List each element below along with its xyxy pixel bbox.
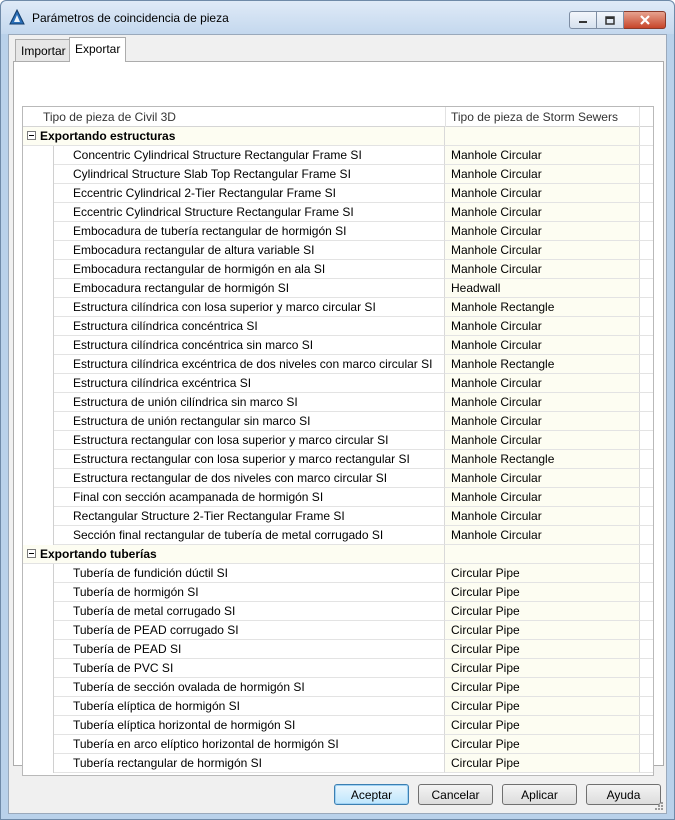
civil3d-part-cell: Final con sección acampanada de hormigón SI <box>53 488 445 507</box>
group-label: Exportando tuberías <box>40 547 157 561</box>
civil3d-part-cell: Tubería de sección ovalada de hormigón SI <box>53 678 445 697</box>
table-row[interactable] <box>23 317 653 336</box>
civil3d-part-cell: Estructura rectangular con losa superior y marco rectangular SI <box>53 450 445 469</box>
extra-cell <box>639 564 653 583</box>
civil3d-part-cell: Estructura rectangular con losa superior y marco circular SI <box>53 431 445 450</box>
table-row[interactable] <box>23 678 653 697</box>
storm-sewers-type-cell[interactable]: Manhole Circular <box>445 412 639 431</box>
civil3d-part-cell: Tubería de hormigón SI <box>53 583 445 602</box>
storm-sewers-type-cell[interactable]: Manhole Circular <box>445 374 639 393</box>
civil3d-part-cell: Tubería elíptica horizontal de hormigón SI <box>53 716 445 735</box>
close-icon <box>639 15 651 25</box>
extra-cell <box>639 526 653 545</box>
collapse-icon[interactable] <box>27 131 36 140</box>
table-row[interactable] <box>23 146 653 165</box>
extra-cell <box>639 393 653 412</box>
storm-sewers-type-cell[interactable]: Manhole Circular <box>445 336 639 355</box>
civil3d-part-cell: Eccentric Cylindrical 2-Tier Rectangular Frame SI <box>53 184 445 203</box>
group-type-cell <box>445 127 639 146</box>
table-row[interactable] <box>23 659 653 678</box>
group-extra-cell <box>639 127 653 146</box>
table-row[interactable] <box>23 754 653 773</box>
storm-sewers-type-cell[interactable]: Manhole Circular <box>445 260 639 279</box>
storm-sewers-type-cell[interactable]: Manhole Circular <box>445 469 639 488</box>
civil3d-part-cell: Embocadura rectangular de altura variable SI <box>53 241 445 260</box>
table-row[interactable] <box>23 241 653 260</box>
group-cell <box>23 127 445 146</box>
storm-sewers-type-cell[interactable]: Circular Pipe <box>445 602 639 621</box>
civil3d-part-cell: Tubería rectangular de hormigón SI <box>53 754 445 773</box>
group-cell <box>23 545 445 564</box>
maximize-icon <box>605 16 615 25</box>
close-button[interactable] <box>624 11 666 29</box>
civil3d-part-cell: Tubería de PVC SI <box>53 659 445 678</box>
tab-importar[interactable]: Importar <box>15 39 72 61</box>
table-row[interactable] <box>23 260 653 279</box>
help-button[interactable]: Ayuda <box>586 784 661 805</box>
extra-cell <box>639 203 653 222</box>
extra-cell <box>639 374 653 393</box>
table-row[interactable] <box>23 412 653 431</box>
table-row[interactable] <box>23 697 653 716</box>
extra-cell <box>639 260 653 279</box>
table-row[interactable] <box>23 526 653 545</box>
extra-cell <box>639 488 653 507</box>
storm-sewers-type-cell[interactable]: Manhole Circular <box>445 165 639 184</box>
tree-indent-line <box>53 146 54 545</box>
extra-cell <box>639 659 653 678</box>
storm-sewers-type-cell[interactable]: Manhole Circular <box>445 431 639 450</box>
table-row[interactable] <box>23 602 653 621</box>
civil3d-part-cell: Sección final rectangular de tubería de metal corrugado SI <box>53 526 445 545</box>
table-row[interactable] <box>23 298 653 317</box>
civil3d-part-cell: Cylindrical Structure Slab Top Rectangular Frame SI <box>53 165 445 184</box>
extra-cell <box>639 279 653 298</box>
storm-sewers-type-cell[interactable]: Headwall <box>445 279 639 298</box>
extra-cell <box>639 165 653 184</box>
table-row[interactable] <box>23 393 653 412</box>
table-row[interactable] <box>23 355 653 374</box>
storm-sewers-type-cell[interactable]: Manhole Rectangle <box>445 450 639 469</box>
group-row[interactable] <box>23 127 653 146</box>
apply-button[interactable]: Aplicar <box>502 784 577 805</box>
extra-cell <box>639 640 653 659</box>
extra-cell <box>639 583 653 602</box>
minimize-icon <box>578 16 588 24</box>
civil3d-part-cell: Estructura cilíndrica concéntrica sin marco SI <box>53 336 445 355</box>
maximize-button[interactable] <box>597 11 624 29</box>
table-row[interactable] <box>23 279 653 298</box>
dialog-client-area <box>8 34 667 814</box>
table-row[interactable] <box>23 564 653 583</box>
extra-cell <box>639 754 653 773</box>
storm-sewers-type-cell[interactable]: Manhole Circular <box>445 203 639 222</box>
table-row[interactable] <box>23 583 653 602</box>
table-row[interactable] <box>23 469 653 488</box>
table-row[interactable] <box>23 716 653 735</box>
civil3d-part-cell: Estructura de unión cilíndrica sin marco SI <box>53 393 445 412</box>
extra-cell <box>639 697 653 716</box>
storm-sewers-type-cell[interactable]: Manhole Circular <box>445 184 639 203</box>
civil3d-part-cell: Tubería de PEAD SI <box>53 640 445 659</box>
civil3d-part-cell: Embocadura de tubería rectangular de hormigón SI <box>53 222 445 241</box>
extra-cell <box>639 507 653 526</box>
extra-cell <box>639 602 653 621</box>
extra-cell <box>639 184 653 203</box>
storm-sewers-type-cell[interactable]: Manhole Circular <box>445 222 639 241</box>
window-title: Parámetros de coincidencia de pieza <box>32 11 229 25</box>
extra-cell <box>639 355 653 374</box>
storm-sewers-type-cell[interactable]: Circular Pipe <box>445 621 639 640</box>
storm-sewers-type-cell[interactable]: Circular Pipe <box>445 735 639 754</box>
storm-sewers-type-cell[interactable]: Circular Pipe <box>445 659 639 678</box>
storm-sewers-type-cell[interactable]: Manhole Circular <box>445 526 639 545</box>
table-row[interactable] <box>23 735 653 754</box>
civil3d-part-cell: Tubería elíptica de hormigón SI <box>53 697 445 716</box>
civil3d-part-cell: Estructura rectangular de dos niveles con marco circular SI <box>53 469 445 488</box>
column-header-storm-sewers-part[interactable]: Tipo de pieza de Storm Sewers <box>451 110 618 124</box>
civil3d-part-cell: Estructura de unión rectangular sin marco SI <box>53 412 445 431</box>
table-row[interactable] <box>23 488 653 507</box>
table-row[interactable] <box>23 450 653 469</box>
storm-sewers-type-cell[interactable]: Manhole Circular <box>445 507 639 526</box>
minimize-button[interactable] <box>569 11 597 29</box>
civil3d-part-cell: Tubería de fundición dúctil SI <box>53 564 445 583</box>
storm-sewers-type-cell[interactable]: Circular Pipe <box>445 716 639 735</box>
extra-cell <box>639 678 653 697</box>
table-row[interactable] <box>23 222 653 241</box>
storm-sewers-type-cell[interactable]: Circular Pipe <box>445 583 639 602</box>
title-bar[interactable] <box>1 1 674 34</box>
table-row[interactable] <box>23 507 653 526</box>
group-type-cell <box>445 545 639 564</box>
storm-sewers-type-cell[interactable]: Manhole Circular <box>445 317 639 336</box>
extra-cell <box>639 241 653 260</box>
table-row[interactable] <box>23 640 653 659</box>
table-row[interactable] <box>23 184 653 203</box>
extra-cell <box>639 621 653 640</box>
storm-sewers-type-cell[interactable]: Manhole Circular <box>445 241 639 260</box>
extra-cell <box>639 431 653 450</box>
collapse-icon[interactable] <box>27 549 36 558</box>
storm-sewers-type-cell[interactable]: Manhole Circular <box>445 488 639 507</box>
table-row[interactable] <box>23 431 653 450</box>
civil3d-part-cell: Tubería de metal corrugado SI <box>53 602 445 621</box>
table-row[interactable] <box>23 621 653 640</box>
civil3d-part-cell: Estructura cilíndrica excéntrica de dos niveles con marco circular SI <box>53 355 445 374</box>
storm-sewers-type-cell[interactable]: Circular Pipe <box>445 564 639 583</box>
resize-grip-icon[interactable] <box>654 801 664 811</box>
extra-cell <box>639 317 653 336</box>
civil3d-part-cell: Estructura cilíndrica excéntrica SI <box>53 374 445 393</box>
extra-cell <box>639 735 653 754</box>
civil3d-part-cell: Tubería de PEAD corrugado SI <box>53 621 445 640</box>
storm-sewers-type-cell[interactable]: Circular Pipe <box>445 697 639 716</box>
extra-cell <box>639 716 653 735</box>
cancel-button[interactable]: Cancelar <box>418 784 493 805</box>
storm-sewers-type-cell[interactable]: Manhole Rectangle <box>445 355 639 374</box>
table-row[interactable] <box>23 203 653 222</box>
tab-exportar[interactable]: Exportar <box>69 37 126 62</box>
storm-sewers-type-cell[interactable]: Circular Pipe <box>445 640 639 659</box>
group-extra-cell <box>639 545 653 564</box>
extra-cell <box>639 146 653 165</box>
extra-cell <box>639 298 653 317</box>
civil3d-part-cell: Eccentric Cylindrical Structure Rectangular Frame SI <box>53 203 445 222</box>
civil3d-part-cell: Concentric Cylindrical Structure Rectangular Frame SI <box>53 146 445 165</box>
export-tab-panel <box>13 61 664 770</box>
extra-cell <box>639 336 653 355</box>
tree-indent-line <box>53 564 54 773</box>
storm-sewers-type-cell[interactable]: Manhole Rectangle <box>445 298 639 317</box>
civil3d-part-cell: Embocadura rectangular de hormigón en ala SI <box>53 260 445 279</box>
civil3d-part-cell: Rectangular Structure 2-Tier Rectangular Frame SI <box>53 507 445 526</box>
civil3d-part-cell: Tubería en arco elíptico horizontal de hormigón SI <box>53 735 445 754</box>
table-row[interactable] <box>23 374 653 393</box>
grid-header <box>23 107 653 127</box>
table-row[interactable] <box>23 165 653 184</box>
ok-button[interactable]: Aceptar <box>334 784 409 805</box>
storm-sewers-type-cell[interactable]: Manhole Circular <box>445 146 639 165</box>
extra-cell <box>639 469 653 488</box>
civil3d-part-cell: Embocadura rectangular de hormigón SI <box>53 279 445 298</box>
group-label: Exportando estructuras <box>40 129 176 143</box>
column-header-civil3d-part[interactable]: Tipo de pieza de Civil 3D <box>43 110 176 124</box>
app-logo-icon <box>9 9 25 25</box>
extra-cell <box>639 412 653 431</box>
table-row[interactable] <box>23 336 653 355</box>
part-matching-grid <box>22 106 654 776</box>
storm-sewers-type-cell[interactable]: Manhole Circular <box>445 393 639 412</box>
group-row[interactable] <box>23 545 653 564</box>
civil3d-part-cell: Estructura cilíndrica concéntrica SI <box>53 317 445 336</box>
extra-cell <box>639 222 653 241</box>
extra-cell <box>639 450 653 469</box>
storm-sewers-type-cell[interactable]: Circular Pipe <box>445 754 639 773</box>
storm-sewers-type-cell[interactable]: Circular Pipe <box>445 678 639 697</box>
civil3d-part-cell: Estructura cilíndrica con losa superior y marco circular SI <box>53 298 445 317</box>
